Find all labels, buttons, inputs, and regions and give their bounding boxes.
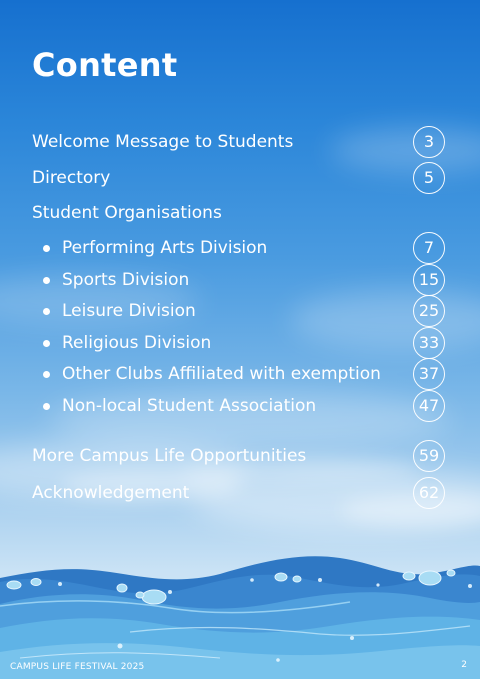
toc-item-label: Welcome Message to Students xyxy=(32,132,294,152)
toc-item-performing-arts[interactable] xyxy=(0,231,480,265)
page-number: 2 xyxy=(461,660,467,670)
page-number-badge: 7 xyxy=(413,232,445,264)
footer-label: CAMPUS LIFE FESTIVAL 2025 xyxy=(10,662,145,672)
ocean-waves-illustration xyxy=(0,540,480,679)
toc-item-label: More Campus Life Opportunities xyxy=(32,446,307,466)
page-number-badge: 3 xyxy=(413,126,445,158)
page-number-badge: 62 xyxy=(413,477,445,509)
page-number-badge: 37 xyxy=(413,358,445,390)
toc-item-label: Non-local Student Association xyxy=(62,396,317,416)
page-number-badge: 5 xyxy=(413,162,445,194)
toc-item-acknowledgement[interactable] xyxy=(0,476,480,510)
page-number-badge: 59 xyxy=(413,440,445,472)
toc-item-label: Leisure Division xyxy=(62,301,196,321)
toc-item-directory[interactable] xyxy=(0,161,480,195)
toc-section-student-organisations xyxy=(0,196,480,230)
page-number-badge: 25 xyxy=(413,295,445,327)
toc-section-label: Student Organisations xyxy=(32,203,222,223)
page-title: Content xyxy=(32,46,178,84)
bullet-icon xyxy=(43,340,50,347)
toc-item-label: Religious Division xyxy=(62,333,212,353)
toc-item-non-local-association[interactable] xyxy=(0,389,480,423)
bullet-icon xyxy=(43,277,50,284)
bullet-icon xyxy=(43,308,50,315)
toc-item-label: Performing Arts Division xyxy=(62,238,268,258)
bullet-icon xyxy=(43,245,50,252)
toc-item-label: Acknowledgement xyxy=(32,483,190,503)
bullet-icon xyxy=(43,403,50,410)
page-number-badge: 15 xyxy=(413,264,445,296)
bullet-icon xyxy=(43,371,50,378)
toc-item-religious[interactable] xyxy=(0,326,480,360)
toc-item-sports[interactable] xyxy=(0,263,480,297)
toc-item-label: Directory xyxy=(32,168,111,188)
toc-item-label: Other Clubs Affiliated with exemption xyxy=(62,364,381,384)
toc-item-more-opportunities[interactable] xyxy=(0,439,480,473)
toc-item-other-clubs[interactable] xyxy=(0,357,480,391)
toc-item-label: Sports Division xyxy=(62,270,190,290)
page-number-badge: 47 xyxy=(413,390,445,422)
toc-item-welcome-message[interactable] xyxy=(0,125,480,159)
toc-item-leisure[interactable] xyxy=(0,294,480,328)
page-number-badge: 33 xyxy=(413,327,445,359)
